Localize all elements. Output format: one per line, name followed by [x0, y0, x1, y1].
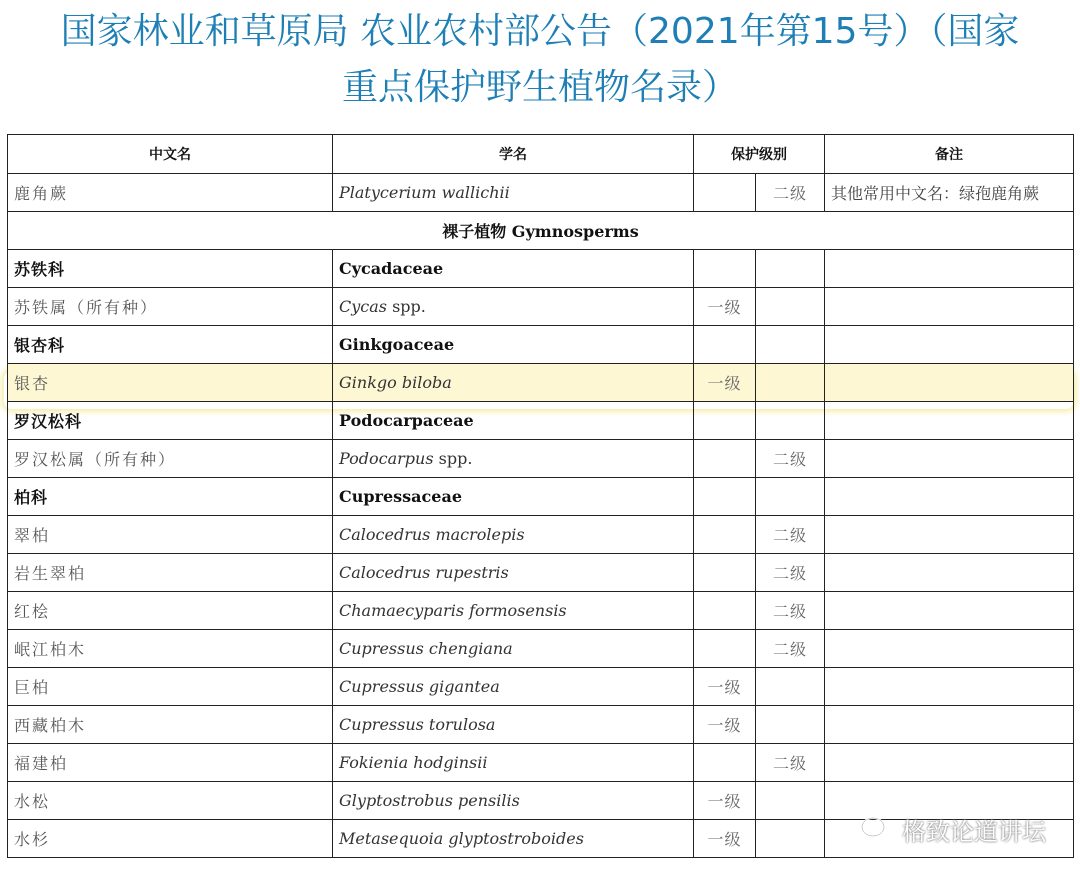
level-two-cell — [756, 478, 825, 516]
table-row — [8, 706, 1074, 744]
note-cell — [825, 516, 1074, 554]
scientific-name-cell: Platycerium wallichii — [333, 174, 694, 212]
chinese-name-cell: 岩生翠柏 — [8, 554, 333, 592]
chinese-name-cell: 鹿角蕨 — [8, 174, 333, 212]
note-cell — [825, 364, 1074, 402]
level-two-cell — [756, 326, 825, 364]
note-cell — [825, 326, 1074, 364]
scientific-name-text: Metasequoia glyptostroboides — [339, 829, 584, 848]
protected-plants-table — [7, 134, 1074, 858]
scientific-name-text: Ginkgoaceae — [339, 335, 455, 354]
chinese-name-cell: 西藏柏木 — [8, 706, 333, 744]
scientific-name-text: Cycas — [339, 297, 387, 316]
level-one-cell — [694, 554, 756, 592]
note-cell — [825, 402, 1074, 440]
note-cell — [825, 478, 1074, 516]
scientific-name-cell — [333, 820, 694, 858]
note-cell — [825, 250, 1074, 288]
level-two-cell — [756, 250, 825, 288]
level-two-cell — [756, 782, 825, 820]
level-one-cell — [694, 592, 756, 630]
scientific-name-cell — [333, 554, 694, 592]
chinese-name-cell: 翠柏 — [8, 516, 333, 554]
level-one-cell — [694, 516, 756, 554]
chinese-name-cell: 红桧 — [8, 592, 333, 630]
level-two-cell: 二级 — [756, 744, 825, 782]
level-two-cell — [756, 706, 825, 744]
scientific-name-cell — [333, 326, 694, 364]
scientific-name-cell — [333, 668, 694, 706]
chinese-name-cell: 福建柏 — [8, 744, 333, 782]
scientific-name-cell — [333, 402, 694, 440]
section-row — [8, 212, 1074, 250]
scientific-name-suffix: spp. — [387, 297, 426, 316]
chinese-name-cell: 柏科 — [8, 478, 333, 516]
level-one-cell: 一级 — [694, 782, 756, 820]
scientific-name-cell — [333, 250, 694, 288]
scientific-name-suffix: spp. — [433, 449, 473, 468]
level-two-cell — [756, 820, 825, 858]
section-label-gymnosperms: 裸子植物 Gymnosperms — [8, 212, 1074, 250]
level-two-cell: 二级 — [756, 630, 825, 668]
title-line-1: 国家林业和草原局 农业农村部公告（2021年第15号）（国家 — [60, 11, 1020, 52]
level-one-cell — [694, 440, 756, 478]
note-cell — [825, 592, 1074, 630]
table-row — [8, 744, 1074, 782]
table-row — [8, 288, 1074, 326]
level-one-cell: 一级 — [694, 820, 756, 858]
chinese-name-cell: 苏铁属（所有种） — [8, 288, 333, 326]
title-line-2: 重点保护野生植物名录） — [341, 67, 738, 108]
table-row — [8, 554, 1074, 592]
table-row — [8, 516, 1074, 554]
scientific-name-cell — [333, 516, 694, 554]
chinese-name-cell: 罗汉松属（所有种） — [8, 440, 333, 478]
note-cell — [825, 554, 1074, 592]
chinese-name-cell: 罗汉松科 — [8, 402, 333, 440]
chinese-name-cell: 水松 — [8, 782, 333, 820]
scientific-name-cell — [333, 364, 694, 402]
level-two-cell: 二级 — [756, 516, 825, 554]
note-cell — [825, 744, 1074, 782]
scientific-name-cell — [333, 478, 694, 516]
level-one-cell — [694, 630, 756, 668]
level-one-cell — [694, 174, 756, 212]
page-title — [0, 4, 1080, 116]
scientific-name-text: Cycadaceae — [339, 259, 444, 278]
level-one-cell: 一级 — [694, 668, 756, 706]
watermark-text: 格致论道讲坛 — [902, 818, 1046, 846]
note-cell: 其他常用中文名：绿孢鹿角蕨 — [825, 174, 1074, 212]
level-two-cell — [756, 364, 825, 402]
note-cell — [825, 288, 1074, 326]
table-row — [8, 364, 1074, 402]
level-two-cell: 二级 — [756, 592, 825, 630]
scientific-name-text: Ginkgo biloba — [339, 373, 452, 392]
level-two-cell: 二级 — [756, 554, 825, 592]
chinese-name-cell: 水杉 — [8, 820, 333, 858]
scientific-name-text: Calocedrus macrolepis — [339, 525, 525, 544]
header-scientific-name: 学名 — [333, 135, 694, 174]
scientific-name-text: Podocarpaceae — [339, 411, 474, 430]
scientific-name-text: Cupressus torulosa — [339, 715, 496, 734]
chinese-name-cell: 苏铁科 — [8, 250, 333, 288]
note-cell — [825, 630, 1074, 668]
level-one-cell — [694, 250, 756, 288]
scientific-name-text: Cupressus gigantea — [339, 677, 500, 696]
wechat-icon — [860, 816, 894, 844]
note-cell — [825, 440, 1074, 478]
chinese-name-cell: 银杏 — [8, 364, 333, 402]
family-row — [8, 250, 1074, 288]
table-row — [8, 174, 1074, 212]
watermark — [860, 812, 1046, 847]
note-cell — [825, 706, 1074, 744]
scientific-name-cell — [333, 630, 694, 668]
scientific-name-cell — [333, 440, 694, 478]
table-row — [8, 592, 1074, 630]
header-chinese-name: 中文名 — [8, 135, 333, 174]
scientific-name-cell — [333, 782, 694, 820]
level-two-cell — [756, 668, 825, 706]
table-row — [8, 630, 1074, 668]
level-two-cell — [756, 288, 825, 326]
header-protection-level: 保护级别 — [694, 135, 825, 174]
scientific-name-text: Fokienia hodginsii — [339, 753, 488, 772]
note-cell — [825, 668, 1074, 706]
table-header-row — [8, 135, 1074, 174]
table-row — [8, 440, 1074, 478]
level-one-cell — [694, 402, 756, 440]
scientific-name-text: Podocarpus — [339, 449, 434, 468]
level-one-cell — [694, 744, 756, 782]
scientific-name-text: Cupressus chengiana — [339, 639, 513, 658]
level-one-cell: 一级 — [694, 706, 756, 744]
family-row — [8, 478, 1074, 516]
scientific-name-text: Cupressaceae — [339, 487, 463, 506]
level-one-cell: 一级 — [694, 364, 756, 402]
family-row — [8, 402, 1074, 440]
scientific-name-cell — [333, 592, 694, 630]
level-one-cell: 一级 — [694, 288, 756, 326]
chinese-name-cell: 银杏科 — [8, 326, 333, 364]
level-two-cell: 二级 — [756, 174, 825, 212]
header-notes: 备注 — [825, 135, 1074, 174]
level-one-cell — [694, 478, 756, 516]
chinese-name-cell: 岷江柏木 — [8, 630, 333, 668]
scientific-name-cell — [333, 744, 694, 782]
family-row — [8, 326, 1074, 364]
scientific-name-text: Calocedrus rupestris — [339, 563, 509, 582]
scientific-name-text: Chamaecyparis formosensis — [339, 601, 567, 620]
scientific-name-cell — [333, 288, 694, 326]
level-one-cell — [694, 326, 756, 364]
level-two-cell: 二级 — [756, 440, 825, 478]
scientific-name-cell — [333, 706, 694, 744]
level-two-cell — [756, 402, 825, 440]
scientific-name-text: Glyptostrobus pensilis — [339, 791, 520, 810]
table-row — [8, 668, 1074, 706]
chinese-name-cell: 巨柏 — [8, 668, 333, 706]
